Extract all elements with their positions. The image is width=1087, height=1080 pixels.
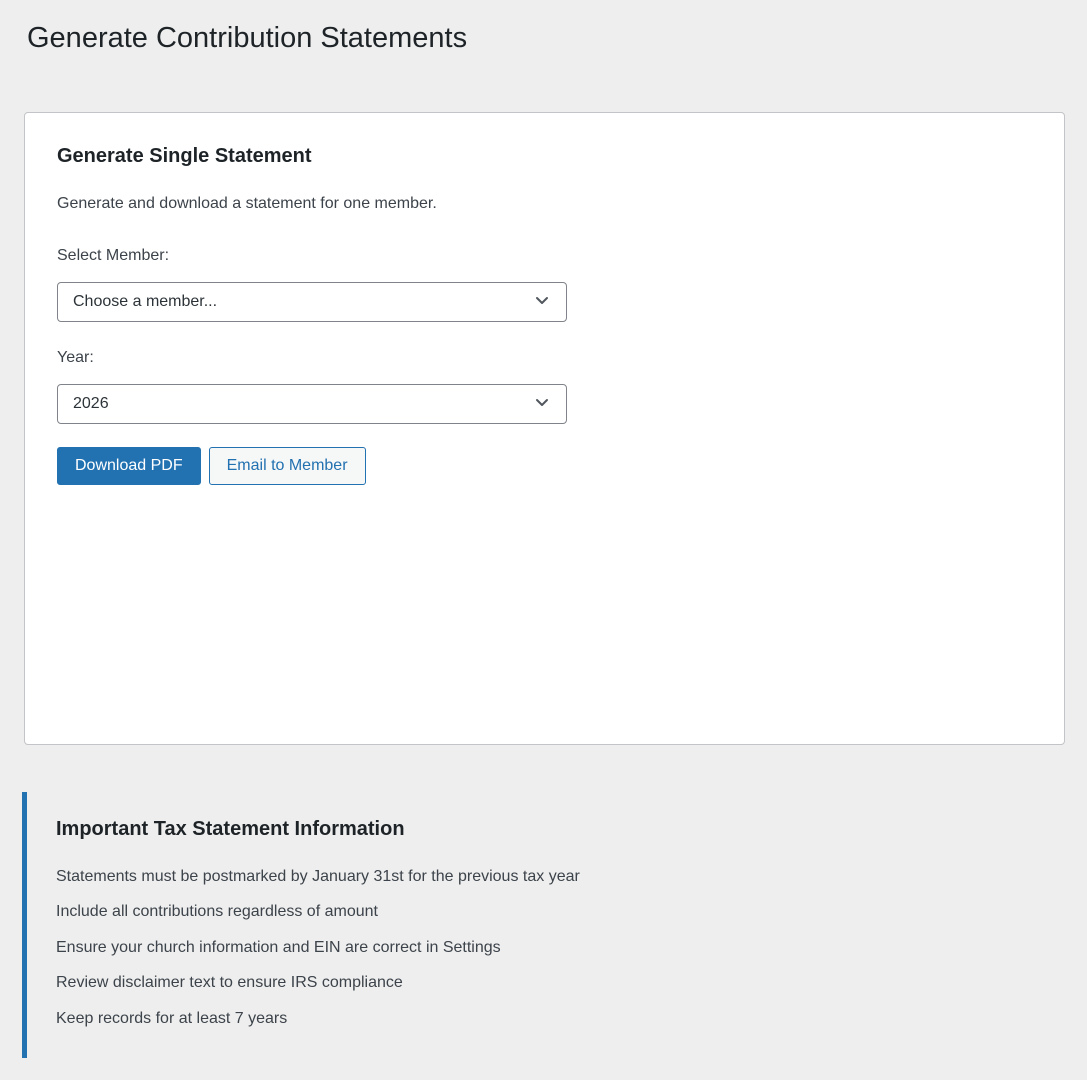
generate-single-statement-card <box>24 112 1065 745</box>
chevron-down-icon <box>533 291 551 314</box>
tax-info-item: Statements must be postmarked by January 31st for the previous tax year <box>56 867 580 885</box>
download-pdf-button[interactable]: Download PDF <box>57 447 201 485</box>
member-select[interactable] <box>57 282 567 322</box>
card-heading: Generate Single Statement <box>57 144 312 167</box>
member-select-label: Select Member: <box>57 246 170 264</box>
tax-info-panel <box>22 792 1065 1059</box>
card-description: Generate and download a statement for one member. <box>57 194 437 212</box>
tax-info-item: Keep records for at least 7 years <box>56 1009 288 1027</box>
page-title: Generate Contribution Statements <box>27 22 468 54</box>
tax-info-item: Include all contributions regardless of amount <box>56 903 378 921</box>
year-select-label: Year: <box>57 349 94 367</box>
email-to-member-button[interactable]: Email to Member <box>209 447 366 485</box>
year-select-value: 2026 <box>73 395 109 413</box>
chevron-down-icon <box>533 393 551 416</box>
button-row <box>57 447 1032 485</box>
tax-info-item: Ensure your church information and EIN are correct in Settings <box>56 938 501 956</box>
tax-info-item: Review disclaimer text to ensure IRS compliance <box>56 974 403 992</box>
year-select[interactable] <box>57 384 567 424</box>
tax-info-heading: Important Tax Statement Information <box>56 817 405 840</box>
member-select-value: Choose a member... <box>73 293 218 311</box>
